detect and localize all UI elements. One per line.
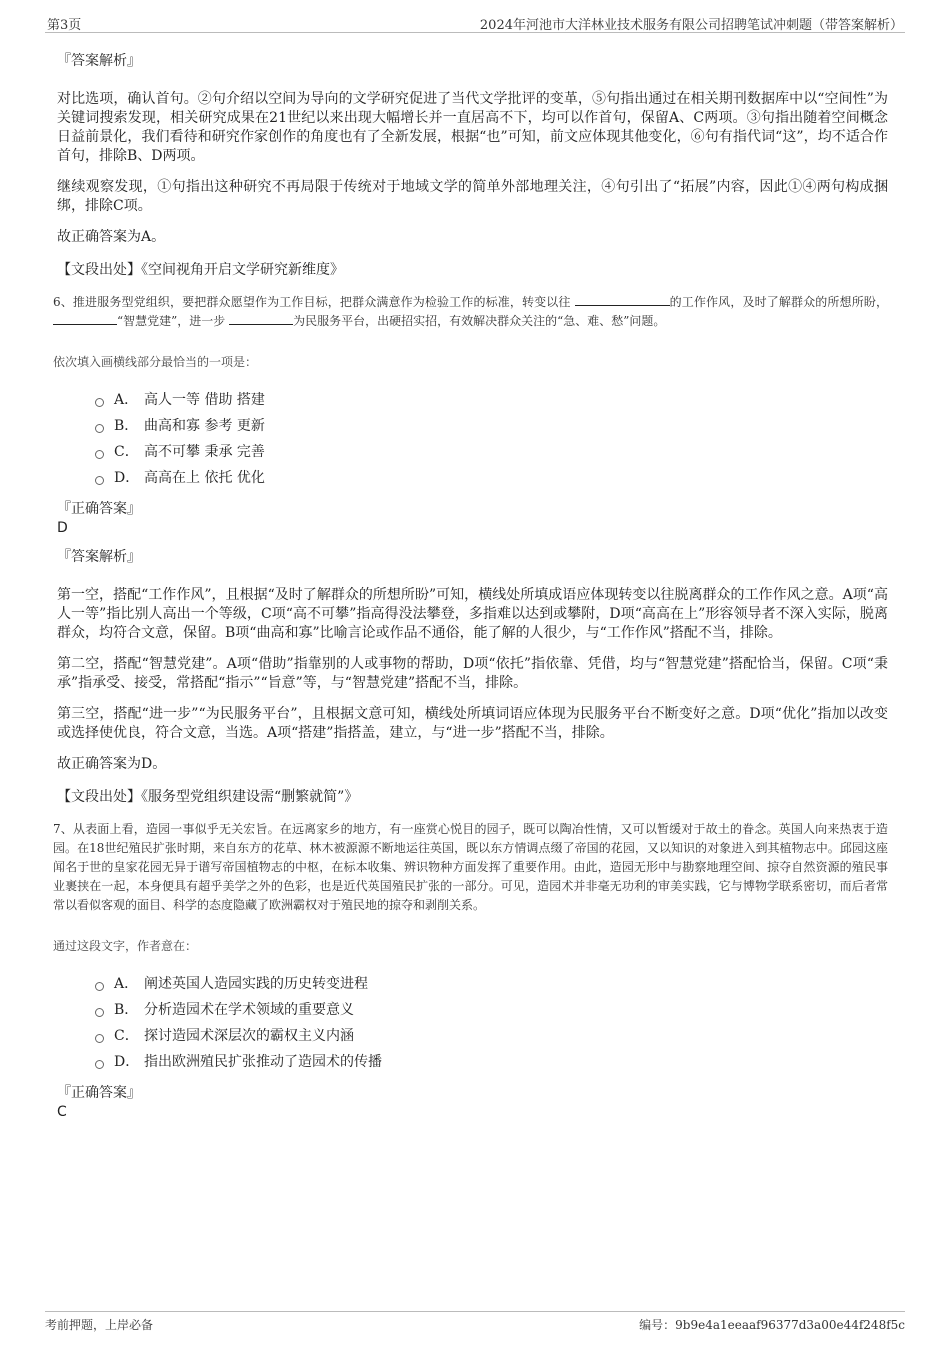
q5-analysis-paragraph: 继续观察发现，①句指出这种研究不再局限于传统对于地域文学的简单外部地理关注，④句引出了“拓展”内容，因此①④两句构成捆绑，排除C项。 (57, 179, 888, 214)
blank-3 (229, 312, 293, 325)
radio-icon[interactable] (95, 1060, 104, 1069)
q5-conclusion: 故正确答案为A。 (57, 229, 166, 245)
q7-stem: 7、从表面上看，造园一事似乎无关宏旨。在远离家乡的地方，有一座赏心悦目的园子，既可以陶冶性情，又可以暂缓对于故土的眷念。英国人向来热衷于造园。在18世纪殖民扩张时期，来自东方的花草、林木被源源不断地运往英国，既以东方情调点缀了帝国的花园，又以知识的对象进入到其植物志中。邱园这座闻名于世的皇家花园无异于谱写帝国植物志的中枢，在标本收集、辨识物种方面发挥了重要作用。由此，造园无形中与勘察地理空间、掠夺自然资源的殖民事业裹挟在一起，本身便具有超乎美学之外的色彩，也是近代英国殖民扩张的一部分。可见，造园术并非毫无功利的审美实践，它与博物学联系密切，而后者常常以看似客观的面目、科学的态度隐藏了欧洲霸权对于殖民地的掠夺和剥削关系。 (53, 822, 888, 912)
document-id: 编号：9b9e4a1eeaaf96377d3a00e44f248f5c (639, 1318, 905, 1332)
q6-stem: 6、推进服务型党组织，要把群众愿望作为工作目标，把群众满意作为检验工作的标准，转变以往 的工作作风，及时了解群众的所想所盼， “智慧党建”，进一步 为民服务平台，出硬招实招，有效解决群众关注的“急、难、愁”问题。 (53, 295, 888, 328)
q6-option-a[interactable]: A． 高人一等 借助 搭建 (95, 386, 888, 412)
q6-source: 【文段出处】《服务型党组织建设需“删繁就简”》 (57, 789, 359, 805)
q6-option-c[interactable]: C． 高不可攀 秉承 完善 (95, 438, 888, 464)
q7-option-c[interactable]: C． 探讨造园术深层次的霸权主义内涵 (95, 1022, 888, 1048)
q6-analysis-paragraph: 第三空，搭配“进一步”“为民服务平台”，且根据文意可知，横线处所填词语应体现为民服务平台不断变好之意。D项“优化”指加以改变或选择使优良，符合文意，当选。A项“搭建”指搭盖，建立，与“进一步”搭配不当，排除。 (57, 706, 888, 741)
radio-icon[interactable] (95, 1034, 104, 1043)
q6-analysis-paragraph: 第一空，搭配“工作作风”，且根据“及时了解群众的所想所盼”可知，横线处所填成语应体现转变以往脱离群众的工作作风之意。A项“高人一等”指比别人高出一个等级，C项“高不可攀”指高得没法攀登，多指难以达到或攀附，D项“高高在上”形容领导者不深入实际，脱离群众，均符合文意，保留。B项“曲高和寡”比喻言论或作品不通俗，能了解的人很少，与“工作作风”搭配不当，排除。 (57, 587, 888, 641)
q6-options (95, 386, 888, 490)
q7-options (95, 970, 888, 1074)
q5-analysis-paragraph: 对比选项，确认首句。②句介绍以空间为导向的文学研究促进了当代文学批评的变革，⑤句指出通过在相关期刊数据库中以“空间性”为关键词搜索发现，相关研究成果在21世纪以来出现大幅增长并一直居高不下，均可以作首句，保留A、C两项。③句指出随着空间概念日益前景化，我们看待和研究作家创作的角度也有了全新发展，根据“也”可知，前文应体现其他变化，⑥句有指代词“这”，均不适合作首句，排除B、D两项。 (57, 91, 888, 164)
page-number: 第3页 (47, 18, 82, 33)
radio-icon[interactable] (95, 1008, 104, 1017)
q6-answer: D (57, 520, 68, 536)
q6-option-b[interactable]: B． 曲高和寡 参考 更新 (95, 412, 888, 438)
page-footer (45, 1311, 905, 1332)
q6-analysis-paragraph: 第二空，搭配“智慧党建”。A项“借助”指靠别的人或事物的帮助，D项“依托”指依靠、凭借，均与“智慧党建”搭配恰当，保留。C项“秉承”指承受、接受，常搭配“指示”“旨意”等，与“智慧党建”搭配不当，排除。 (57, 656, 888, 691)
q6-answer-label: 『正确答案』 (57, 501, 141, 517)
q7-answer: C (57, 1104, 67, 1120)
radio-icon[interactable] (95, 982, 104, 991)
page-header (45, 12, 905, 33)
q6-prompt: 依次填入画横线部分最恰当的一项是： (53, 355, 258, 369)
blank-1 (575, 293, 670, 306)
q7-option-a[interactable]: A． 阐述英国人造园实践的历史转变进程 (95, 970, 888, 996)
document-title: 2024年河池市大洋林业技术服务有限公司招聘笔试冲刺题（带答案解析） (479, 18, 903, 33)
q7-option-b[interactable]: B． 分析造园术在学术领域的重要意义 (95, 996, 888, 1022)
q6-option-d[interactable]: D． 高高在上 依托 优化 (95, 464, 888, 490)
footer-slogan: 考前押题，上岸必备 (45, 1318, 154, 1332)
q5-analysis-label: 『答案解析』 (57, 53, 141, 69)
q7-prompt: 通过这段文字，作者意在： (53, 939, 198, 953)
q6-analysis-label: 『答案解析』 (57, 549, 141, 565)
radio-icon[interactable] (95, 424, 104, 433)
q6-conclusion: 故正确答案为D。 (57, 756, 167, 772)
blank-2 (53, 312, 117, 325)
page-content (53, 40, 888, 1130)
radio-icon[interactable] (95, 450, 104, 459)
radio-icon[interactable] (95, 398, 104, 407)
q7-answer-label: 『正确答案』 (57, 1085, 141, 1101)
radio-icon[interactable] (95, 476, 104, 485)
q5-source: 【文段出处】《空间视角开启文学研究新维度》 (57, 262, 344, 278)
q7-option-d[interactable]: D． 指出欧洲殖民扩张推动了造园术的传播 (95, 1048, 888, 1074)
